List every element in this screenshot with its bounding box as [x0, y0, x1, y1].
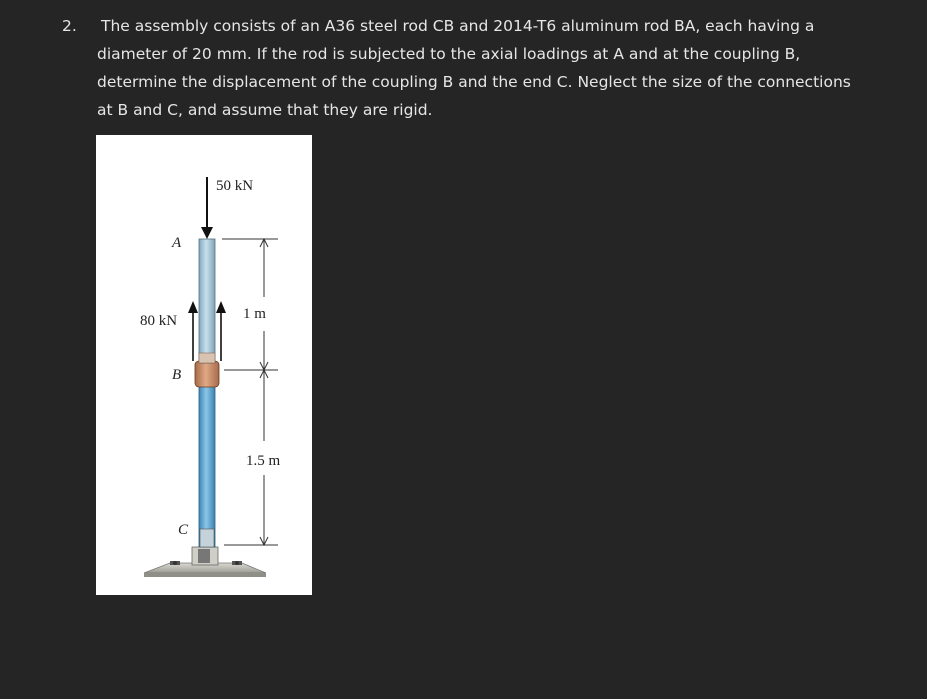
support-base [144, 547, 266, 577]
problem-line-2: diameter of 20 mm. If the rod is subjected to the axial loadings at A and at the coupling B, [97, 45, 801, 63]
problem-number: 2. [62, 17, 77, 35]
problem-line-4: at B and C, and assume that they are rigid. [97, 101, 433, 119]
dimension-label-upper: 1 m [243, 306, 266, 322]
load-label-top: 50 kN [216, 178, 254, 194]
point-label-a: A [172, 235, 182, 251]
point-label-b: B [172, 367, 182, 383]
load-arrow-top [201, 177, 213, 239]
problem-statement [97, 12, 917, 124]
dimension-label-lower: 1.5 m [246, 453, 281, 469]
assembly-figure [96, 135, 312, 595]
clevis-c [200, 529, 214, 547]
load-label-side: 80 kN [140, 313, 178, 329]
problem-line-1: The assembly consists of an A36 steel rod CB and 2014-T6 aluminum rod BA, each having a [101, 17, 815, 35]
point-label-c: C [178, 522, 189, 538]
dimension-lines [222, 239, 278, 545]
rod-aluminum-ba [199, 239, 215, 363]
rod-steel-cb [199, 385, 215, 547]
problem-line-3: determine the displacement of the coupling B and the end C. Neglect the size of the connections [97, 73, 851, 91]
coupling-b [195, 361, 219, 387]
assembly-diagram [96, 135, 312, 595]
